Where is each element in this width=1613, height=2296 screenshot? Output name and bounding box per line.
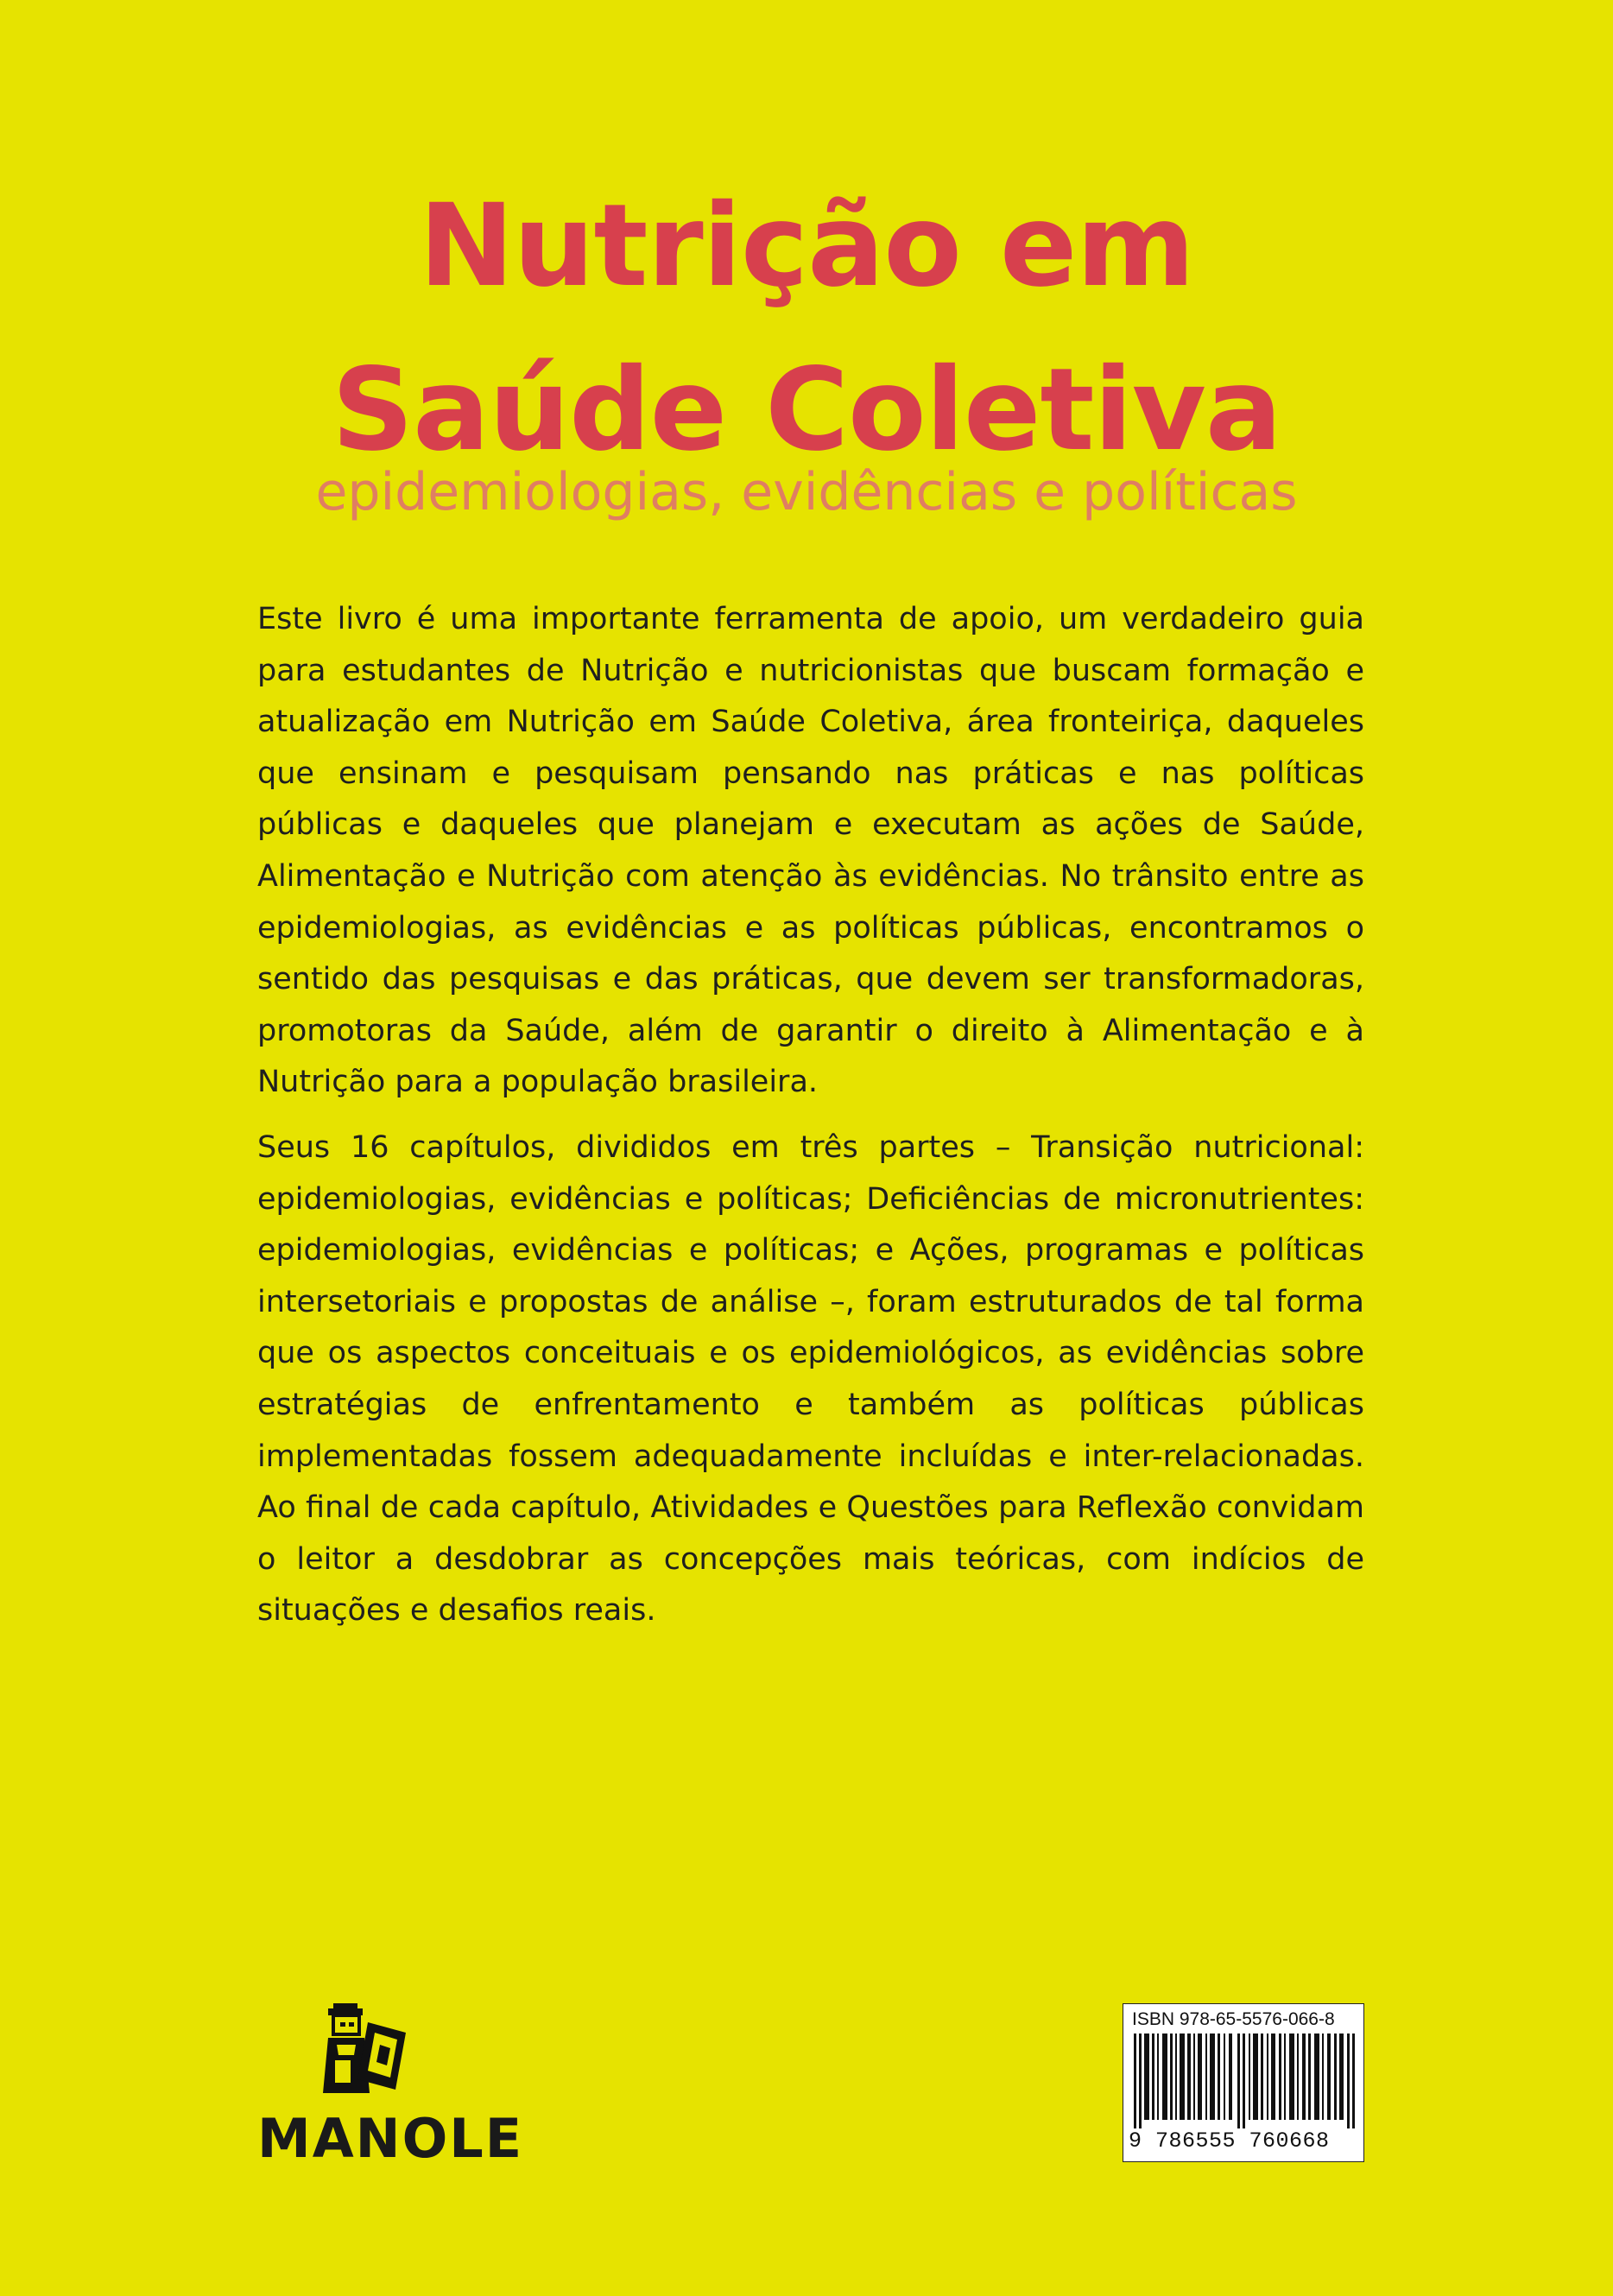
book-title — [0, 164, 1613, 492]
publisher-mascot-icon — [316, 2003, 411, 2098]
book-title-line-1: Nutrição em — [419, 180, 1194, 313]
barcode-digits: 9 786555 760668 — [1129, 2128, 1330, 2154]
isbn-barcode — [1123, 2003, 1364, 2162]
publisher-name: MANOLE — [257, 2107, 524, 2170]
book-subtitle: epidemiologias, evidências e políticas — [315, 462, 1298, 522]
barcode-bars-icon — [1134, 2034, 1355, 2128]
book-title-line-2: Saúde Coletiva — [332, 344, 1281, 477]
publisher-logo — [257, 2003, 524, 2176]
description-paragraph-2: Seus 16 capítulos, divididos em três partes – Transição nutricional: epidemiologias, evidências e políticas; Deficiências de micronutrientes: epidemiologias, evidências e políticas; e Ações, programas e políticas intersetoriais e propostas de análise –, foram estruturados de tal forma que os aspectos conceituais e os epidemiológicos, as evidências sobre estratégias de enfrentamento e também as políticas públicas implementadas fossem adequadamente incluídas e inter-relacionadas. Ao final de cada capítulo, Atividades e Questões para Reflexão convidam o leitor a desdobrar as concepções mais teóricas, com indícios de situações e desafios reais. — [257, 1129, 1364, 1629]
description-paragraph-1: Este livro é uma importante ferramenta de apoio, um verdadeiro guia para estudantes de Nutrição e nutricionistas que buscam formação e atualização em Nutrição em Saúde Coletiva, área fronteiriça, daqueles que ensinam e pesquisam pensando nas práticas e nas políticas públicas e daqueles que planejam e executam as ações de Saúde, Alimentação e Nutrição com atenção às evidências. No trânsito entre as epidemiologias, as evidências e as políticas públicas, encontramos o sentido das pesquisas e das práticas, que devem ser transformadoras, promotoras da Saúde, além de garantir o direito à Alimentação e à Nutrição para a população brasileira. — [257, 602, 1364, 1100]
back-cover-description — [257, 594, 1364, 1651]
isbn-label: ISBN 978-65-5576-066-8 — [1132, 2009, 1335, 2029]
